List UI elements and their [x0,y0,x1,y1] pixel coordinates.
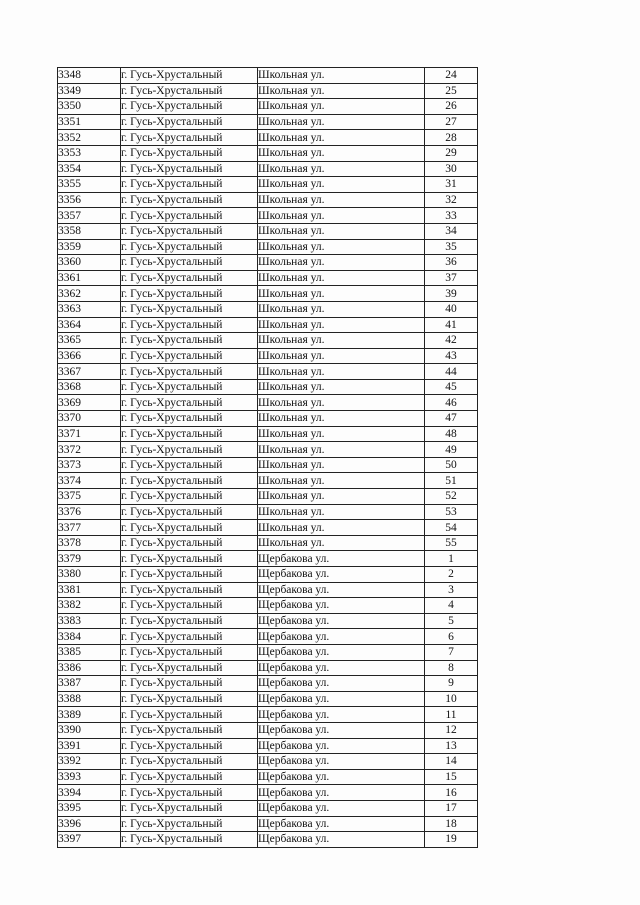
city-cell: г. Гусь-Хрустальный [121,364,258,380]
record-number-cell: 3374 [58,473,121,489]
city-cell: г. Гусь-Хрустальный [121,426,258,442]
street-cell: Школьная ул. [258,239,425,255]
house-number-cell: 29 [425,145,478,161]
city-cell: г. Гусь-Хрустальный [121,270,258,286]
street-cell: Щербакова ул. [258,832,425,848]
house-number-cell: 49 [425,442,478,458]
table-row [58,457,478,473]
record-number-cell: 3382 [58,598,121,614]
city-cell: г. Гусь-Хрустальный [121,457,258,473]
house-number-cell: 17 [425,800,478,816]
street-cell: Щербакова ул. [258,567,425,583]
house-number-cell: 33 [425,208,478,224]
street-cell: Школьная ул. [258,364,425,380]
record-number-cell: 3354 [58,161,121,177]
table-row [58,644,478,660]
record-number-cell: 3355 [58,177,121,193]
table-row [58,333,478,349]
table-row [58,785,478,801]
street-cell: Школьная ул. [258,426,425,442]
street-cell: Школьная ул. [258,473,425,489]
street-cell: Школьная ул. [258,348,425,364]
house-number-cell: 31 [425,177,478,193]
street-cell: Школьная ул. [258,286,425,302]
house-number-cell: 30 [425,161,478,177]
city-cell: г. Гусь-Хрустальный [121,68,258,84]
street-cell: Щербакова ул. [258,738,425,754]
house-number-cell: 10 [425,691,478,707]
street-cell: Школьная ул. [258,255,425,271]
table-row [58,567,478,583]
house-number-cell: 13 [425,738,478,754]
house-number-cell: 51 [425,473,478,489]
street-cell: Щербакова ул. [258,629,425,645]
city-cell: г. Гусь-Хрустальный [121,177,258,193]
table-row [58,707,478,723]
table-row [58,177,478,193]
record-number-cell: 3353 [58,145,121,161]
table-row [58,816,478,832]
street-cell: Щербакова ул. [258,722,425,738]
table-row [58,208,478,224]
street-cell: Школьная ул. [258,270,425,286]
house-number-cell: 44 [425,364,478,380]
street-cell: Школьная ул. [258,223,425,239]
city-cell: г. Гусь-Хрустальный [121,800,258,816]
table-row [58,68,478,84]
house-number-cell: 24 [425,68,478,84]
street-cell: Щербакова ул. [258,800,425,816]
table-row [58,691,478,707]
table-row [58,395,478,411]
house-number-cell: 14 [425,754,478,770]
record-number-cell: 3360 [58,255,121,271]
city-cell: г. Гусь-Хрустальный [121,130,258,146]
street-cell: Щербакова ул. [258,754,425,770]
city-cell: г. Гусь-Хрустальный [121,286,258,302]
record-number-cell: 3377 [58,520,121,536]
street-cell: Щербакова ул. [258,660,425,676]
house-number-cell: 47 [425,411,478,427]
street-cell: Школьная ул. [258,442,425,458]
house-number-cell: 16 [425,785,478,801]
house-number-cell: 50 [425,457,478,473]
city-cell: г. Гусь-Хрустальный [121,707,258,723]
record-number-cell: 3391 [58,738,121,754]
record-number-cell: 3361 [58,270,121,286]
street-cell: Щербакова ул. [258,785,425,801]
house-number-cell: 43 [425,348,478,364]
table-row [58,379,478,395]
city-cell: г. Гусь-Хрустальный [121,722,258,738]
house-number-cell: 25 [425,83,478,99]
city-cell: г. Гусь-Хрустальный [121,504,258,520]
record-number-cell: 3381 [58,582,121,598]
house-number-cell: 42 [425,333,478,349]
record-number-cell: 3366 [58,348,121,364]
table-row [58,598,478,614]
city-cell: г. Гусь-Хрустальный [121,99,258,115]
record-number-cell: 3359 [58,239,121,255]
house-number-cell: 4 [425,598,478,614]
house-number-cell: 1 [425,551,478,567]
table-row [58,551,478,567]
table-row [58,301,478,317]
table-row [58,613,478,629]
street-cell: Школьная ул. [258,99,425,115]
table-row [58,722,478,738]
street-cell: Щербакова ул. [258,691,425,707]
record-number-cell: 3380 [58,567,121,583]
city-cell: г. Гусь-Хрустальный [121,738,258,754]
record-number-cell: 3375 [58,489,121,505]
table-row [58,348,478,364]
city-cell: г. Гусь-Хрустальный [121,83,258,99]
city-cell: г. Гусь-Хрустальный [121,411,258,427]
house-number-cell: 46 [425,395,478,411]
table-row [58,239,478,255]
record-number-cell: 3371 [58,426,121,442]
table-row [58,364,478,380]
table-row [58,223,478,239]
street-cell: Школьная ул. [258,83,425,99]
house-number-cell: 11 [425,707,478,723]
city-cell: г. Гусь-Хрустальный [121,754,258,770]
table-row [58,192,478,208]
house-number-cell: 26 [425,99,478,115]
city-cell: г. Гусь-Хрустальный [121,161,258,177]
street-cell: Школьная ул. [258,395,425,411]
street-cell: Школьная ул. [258,192,425,208]
table-row [58,317,478,333]
street-cell: Щербакова ул. [258,644,425,660]
house-number-cell: 39 [425,286,478,302]
street-cell: Щербакова ул. [258,769,425,785]
city-cell: г. Гусь-Хрустальный [121,582,258,598]
record-number-cell: 3389 [58,707,121,723]
record-number-cell: 3357 [58,208,121,224]
record-number-cell: 3393 [58,769,121,785]
city-cell: г. Гусь-Хрустальный [121,551,258,567]
house-number-cell: 52 [425,489,478,505]
city-cell: г. Гусь-Хрустальный [121,598,258,614]
city-cell: г. Гусь-Хрустальный [121,348,258,364]
table-row [58,270,478,286]
table-row [58,130,478,146]
city-cell: г. Гусь-Хрустальный [121,644,258,660]
table-row [58,832,478,848]
record-number-cell: 3372 [58,442,121,458]
city-cell: г. Гусь-Хрустальный [121,489,258,505]
street-cell: Школьная ул. [258,504,425,520]
house-number-cell: 55 [425,535,478,551]
record-number-cell: 3368 [58,379,121,395]
record-number-cell: 3362 [58,286,121,302]
city-cell: г. Гусь-Хрустальный [121,442,258,458]
record-number-cell: 3384 [58,629,121,645]
house-number-cell: 7 [425,644,478,660]
record-number-cell: 3364 [58,317,121,333]
house-number-cell: 48 [425,426,478,442]
table-row [58,99,478,115]
street-cell: Школьная ул. [258,333,425,349]
record-number-cell: 3373 [58,457,121,473]
house-number-cell: 28 [425,130,478,146]
city-cell: г. Гусь-Хрустальный [121,379,258,395]
city-cell: г. Гусь-Хрустальный [121,208,258,224]
city-cell: г. Гусь-Хрустальный [121,192,258,208]
record-number-cell: 3397 [58,832,121,848]
table-row [58,754,478,770]
street-cell: Школьная ул. [258,379,425,395]
record-number-cell: 3358 [58,223,121,239]
record-number-cell: 3350 [58,99,121,115]
house-number-cell: 32 [425,192,478,208]
record-number-cell: 3378 [58,535,121,551]
street-cell: Школьная ул. [258,520,425,536]
record-number-cell: 3395 [58,800,121,816]
house-number-cell: 27 [425,114,478,130]
city-cell: г. Гусь-Хрустальный [121,769,258,785]
table-row [58,504,478,520]
city-cell: г. Гусь-Хрустальный [121,473,258,489]
table-row [58,660,478,676]
street-cell: Школьная ул. [258,317,425,333]
street-cell: Школьная ул. [258,114,425,130]
table-row [58,535,478,551]
record-number-cell: 3383 [58,613,121,629]
house-number-cell: 53 [425,504,478,520]
table-row [58,114,478,130]
house-number-cell: 12 [425,722,478,738]
city-cell: г. Гусь-Хрустальный [121,691,258,707]
house-number-cell: 40 [425,301,478,317]
street-cell: Щербакова ул. [258,707,425,723]
table-row [58,769,478,785]
house-number-cell: 35 [425,239,478,255]
city-cell: г. Гусь-Хрустальный [121,567,258,583]
house-number-cell: 45 [425,379,478,395]
table-row [58,738,478,754]
city-cell: г. Гусь-Хрустальный [121,255,258,271]
record-number-cell: 3351 [58,114,121,130]
house-number-cell: 54 [425,520,478,536]
record-number-cell: 3388 [58,691,121,707]
street-cell: Школьная ул. [258,489,425,505]
record-number-cell: 3379 [58,551,121,567]
street-cell: Школьная ул. [258,177,425,193]
house-number-cell: 8 [425,660,478,676]
house-number-cell: 41 [425,317,478,333]
street-cell: Щербакова ул. [258,676,425,692]
house-number-cell: 2 [425,567,478,583]
table-row [58,286,478,302]
record-number-cell: 3390 [58,722,121,738]
city-cell: г. Гусь-Хрустальный [121,145,258,161]
record-number-cell: 3367 [58,364,121,380]
record-number-cell: 3396 [58,816,121,832]
table-row [58,800,478,816]
table-row [58,582,478,598]
record-number-cell: 3385 [58,644,121,660]
table-row [58,442,478,458]
house-number-cell: 36 [425,255,478,271]
city-cell: г. Гусь-Хрустальный [121,832,258,848]
table-row [58,145,478,161]
house-number-cell: 6 [425,629,478,645]
address-table-body [58,68,478,848]
house-number-cell: 37 [425,270,478,286]
street-cell: Щербакова ул. [258,613,425,629]
city-cell: г. Гусь-Хрустальный [121,223,258,239]
house-number-cell: 19 [425,832,478,848]
record-number-cell: 3394 [58,785,121,801]
street-cell: Щербакова ул. [258,551,425,567]
record-number-cell: 3352 [58,130,121,146]
record-number-cell: 3363 [58,301,121,317]
record-number-cell: 3392 [58,754,121,770]
house-number-cell: 3 [425,582,478,598]
table-row [58,473,478,489]
city-cell: г. Гусь-Хрустальный [121,333,258,349]
street-cell: Щербакова ул. [258,598,425,614]
street-cell: Школьная ул. [258,145,425,161]
city-cell: г. Гусь-Хрустальный [121,629,258,645]
table-row [58,255,478,271]
street-cell: Школьная ул. [258,411,425,427]
table-row [58,489,478,505]
street-cell: Школьная ул. [258,161,425,177]
city-cell: г. Гусь-Хрустальный [121,114,258,130]
street-cell: Школьная ул. [258,130,425,146]
record-number-cell: 3387 [58,676,121,692]
record-number-cell: 3349 [58,83,121,99]
record-number-cell: 3365 [58,333,121,349]
city-cell: г. Гусь-Хрустальный [121,816,258,832]
street-cell: Школьная ул. [258,208,425,224]
record-number-cell: 3376 [58,504,121,520]
house-number-cell: 18 [425,816,478,832]
city-cell: г. Гусь-Хрустальный [121,301,258,317]
city-cell: г. Гусь-Хрустальный [121,535,258,551]
city-cell: г. Гусь-Хрустальный [121,520,258,536]
street-cell: Школьная ул. [258,301,425,317]
record-number-cell: 3369 [58,395,121,411]
address-table [57,67,478,848]
city-cell: г. Гусь-Хрустальный [121,660,258,676]
city-cell: г. Гусь-Хрустальный [121,613,258,629]
street-cell: Школьная ул. [258,535,425,551]
table-row [58,411,478,427]
table-row [58,629,478,645]
record-number-cell: 3348 [58,68,121,84]
street-cell: Школьная ул. [258,457,425,473]
table-row [58,161,478,177]
street-cell: Щербакова ул. [258,816,425,832]
record-number-cell: 3386 [58,660,121,676]
city-cell: г. Гусь-Хрустальный [121,785,258,801]
city-cell: г. Гусь-Хрустальный [121,676,258,692]
record-number-cell: 3356 [58,192,121,208]
table-row [58,520,478,536]
house-number-cell: 15 [425,769,478,785]
table-row [58,426,478,442]
record-number-cell: 3370 [58,411,121,427]
city-cell: г. Гусь-Хрустальный [121,239,258,255]
street-cell: Щербакова ул. [258,582,425,598]
house-number-cell: 9 [425,676,478,692]
table-row [58,676,478,692]
street-cell: Школьная ул. [258,68,425,84]
table-row [58,83,478,99]
house-number-cell: 34 [425,223,478,239]
city-cell: г. Гусь-Хрустальный [121,395,258,411]
city-cell: г. Гусь-Хрустальный [121,317,258,333]
house-number-cell: 5 [425,613,478,629]
